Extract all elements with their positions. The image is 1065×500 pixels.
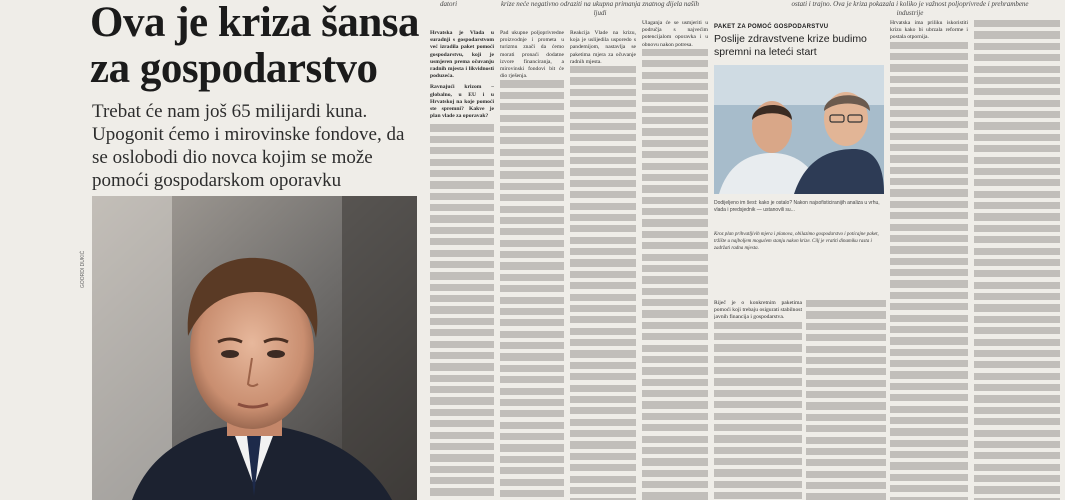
column-4-body-lines — [642, 49, 708, 500]
photo-credit: GOORDI DUKIĆ — [80, 250, 86, 288]
sidebar-column-2 — [806, 300, 886, 500]
column-3-text: Reakcija Vlade na krizu, koja je uslijedila usporedo s pandemijom, nastavlja se paketima mjera za očuvanje radnih mjesta. — [570, 30, 636, 65]
column-6-body-lines — [974, 20, 1060, 500]
headline: Ova je kriza šansa za gospodarstvo — [90, 0, 420, 92]
top-quote-left: krize neće negativno odraziti na ukupna primanja znatnog dijela naših ljudi — [500, 0, 700, 17]
column-1-intro: Hrvatska je Vlada u suradnji s gospodarstvom već izradila paket pomoći gospodarstvu, koji je usmjeren prema očuvanju radnih mjesta i likvidnosti poduzeća. — [430, 30, 494, 80]
sidebar-column-1-body-lines — [714, 322, 802, 500]
sidebar-column-1-text: Riječ je o konkretnim paketima pomoći koji trebaju osigurati stabilnost javnih financija i gospodarstva. — [714, 300, 802, 321]
sidebar-kicker: PAKET ZA POMOĆ GOSPODARSTVU — [714, 24, 829, 30]
column-1-body-lines — [430, 124, 494, 500]
sidebar-photo-caption: Dodijeljeno im šest: kako je ostalo? Nakon najsofisticiranijih analiza u vrhu, vlada i predsjednik — ustanovili su... — [714, 200, 880, 213]
article-column-3 — [570, 30, 636, 500]
column-2-body-lines — [500, 80, 564, 500]
column-4-text: Ulaganja će se usmjeriti u područja s najvećim potencijalom oporavka i u obnovu nakon potresa. — [642, 20, 708, 48]
column-1-question: Ravnajući krizom – globalno, u EU i u Hrvatskoj na koje pomoći ste spremni? Kakve je plan vlade za oporavak? — [430, 84, 494, 120]
article-column-1 — [430, 30, 494, 500]
top-byline: datori — [440, 0, 458, 8]
column-3-body-lines — [570, 66, 636, 500]
column-5-text: Hrvatska ima priliku iskoristiti krizu kako bi ubrzala reforme i postala otpornija. — [890, 20, 968, 41]
main-portrait-photo — [92, 196, 417, 500]
article-column-6 — [974, 20, 1060, 500]
sidebar-column-1 — [714, 300, 802, 500]
column-2-text: Pad ukupne poljoprivredne proizvodnje i prometa u turizmu znači da ćemo morati pronaći dodatne izvore financiranja, a mirovinski fondovi bit će dio rješenja. — [500, 30, 564, 80]
sidebar-column-2-body-lines — [806, 300, 886, 500]
sidebar-subhead: Poslije zdravstvene krize budimo spremni na leteći start — [714, 33, 867, 58]
article-column-2 — [500, 30, 564, 500]
article-column-5 — [890, 20, 968, 500]
sidebar-photo-illustration — [714, 65, 884, 194]
sidebar-photo — [714, 65, 884, 194]
sidebar-intro: Kroz plan prihvatljivih mjera i planova, obilazimo gospodarstvo i poticajne paket, tržište u najboljem mogućem stanju nakon krize. Cilj je vratiti dinamiku rasta i zadržati radna mjesta. — [714, 232, 879, 251]
column-5-body-lines — [890, 42, 968, 500]
article-deck: Trebat će nam još 65 milijardi kuna. Upogonit ćemo i mirovinske fondove, da se oslobodi dio novca kojim se može pomoći gospodarskom oporavku — [92, 101, 405, 191]
article-column-4 — [642, 20, 708, 500]
top-quote-right: ostati i trajno. Ova je kriza pokazala i koliko je važnost poljoprivrede i prehrambene industrije — [791, 0, 1029, 17]
portrait-illustration — [92, 196, 417, 500]
